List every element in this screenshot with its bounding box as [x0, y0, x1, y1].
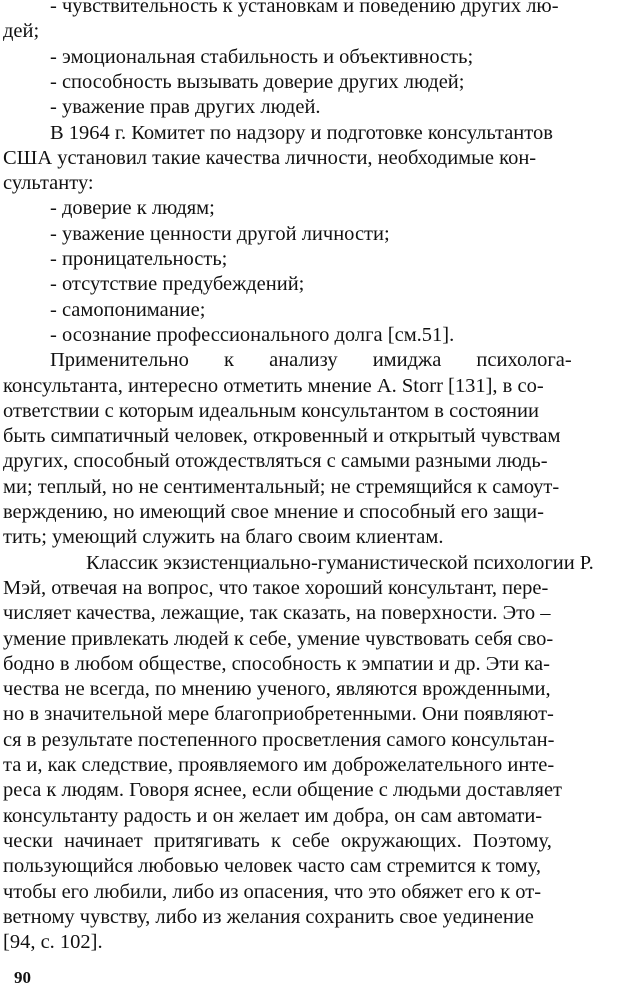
- text-line: верждению, но имеющий свое мнение и способный его защи-: [3, 501, 544, 523]
- text-line: бодно в любом обществе, способность к эмпатии и др. Эти ка-: [3, 652, 550, 675]
- text-line: пользующийся любовью человек часто сам стремится к тому,: [3, 855, 541, 878]
- text-line: - чувствительность к установкам и поведению других лю-: [50, 0, 559, 17]
- text-line: ветному чувству, либо из желания сохранить свое уединение: [3, 905, 534, 928]
- page-number: 90: [14, 968, 31, 987]
- text-line: - самопонимание;: [50, 298, 206, 321]
- text-line: В 1964 г. Комитет по надзору и подготовке консультантов: [50, 121, 553, 144]
- text-line: других, способный отождествляться с самыми разными людь-: [3, 450, 548, 473]
- text-line: консультанту радость и он желает им добра, он сам автомати-: [3, 804, 543, 827]
- text-line: - доверие к людям;: [50, 197, 215, 220]
- text-line: та и, как следствие, проявляемого им доброжелательного инте-: [3, 754, 555, 776]
- text-line: Применительно к анализу имиджа психолога-: [50, 349, 572, 372]
- text-line: быть симпатичный человек, откровенный и открытый чувствам: [3, 425, 561, 448]
- text-line: чески начинает притягивать к себе окружающих. Поэтому,: [3, 829, 552, 852]
- text-line: реса к людям. Говоря яснее, если общение с людьми доставляет: [3, 779, 563, 802]
- text-line: - отсутствие предубеждений;: [50, 273, 305, 296]
- text-line-final: [94, с. 102].: [3, 931, 103, 954]
- text-line: сультанту:: [3, 172, 94, 195]
- text-line: - уважение прав других людей.: [50, 96, 321, 119]
- text-line: но в значительной мере благоприобретенными. Они появляют-: [3, 703, 554, 726]
- text-line: умение привлекать людей к себе, умение чувствовать себя сво-: [3, 627, 554, 650]
- text-line: тить; умеющий служить на благо своим клиентам.: [3, 526, 444, 549]
- text-line: консультанта, интересно отметить мнение A. Storr [131], в со-: [3, 374, 544, 397]
- text-line: ми; теплый, но не сентиментальный; не стремящийся к самоут-: [3, 475, 560, 498]
- text-line: дей;: [3, 20, 40, 43]
- text-line: числяет качества, лежащие, так сказать, на поверхности. Это –: [3, 602, 551, 625]
- text-line: - осознание профессионального долга [см.51].: [50, 323, 455, 346]
- text-line: чтобы его любили, либо из опасения, что это обяжет его к от-: [3, 880, 542, 903]
- text-line: Мэй, отвечая на вопрос, что такое хороший консультант, пере-: [3, 576, 549, 599]
- text-line: - уважение ценности другой личности;: [50, 222, 390, 245]
- text-line: чества не всегда, по мнению ученого, являются врожденными,: [3, 678, 551, 701]
- text-line: ответствии с которым идеальным консультантом в состоянии: [3, 399, 539, 422]
- text-line: США установил такие качества личности, необходимые кон-: [3, 146, 537, 169]
- text-line: - эмоциональная стабильность и объективность;: [50, 45, 474, 68]
- text-line: - проницательность;: [50, 248, 228, 270]
- text-line: - способность вызывать доверие других людей;: [50, 70, 465, 93]
- text-line: ся в результате постепенного просветления самого консультан-: [3, 728, 555, 751]
- text-line: Классик экзистенциально-гуманистической психологии Р.: [86, 551, 594, 574]
